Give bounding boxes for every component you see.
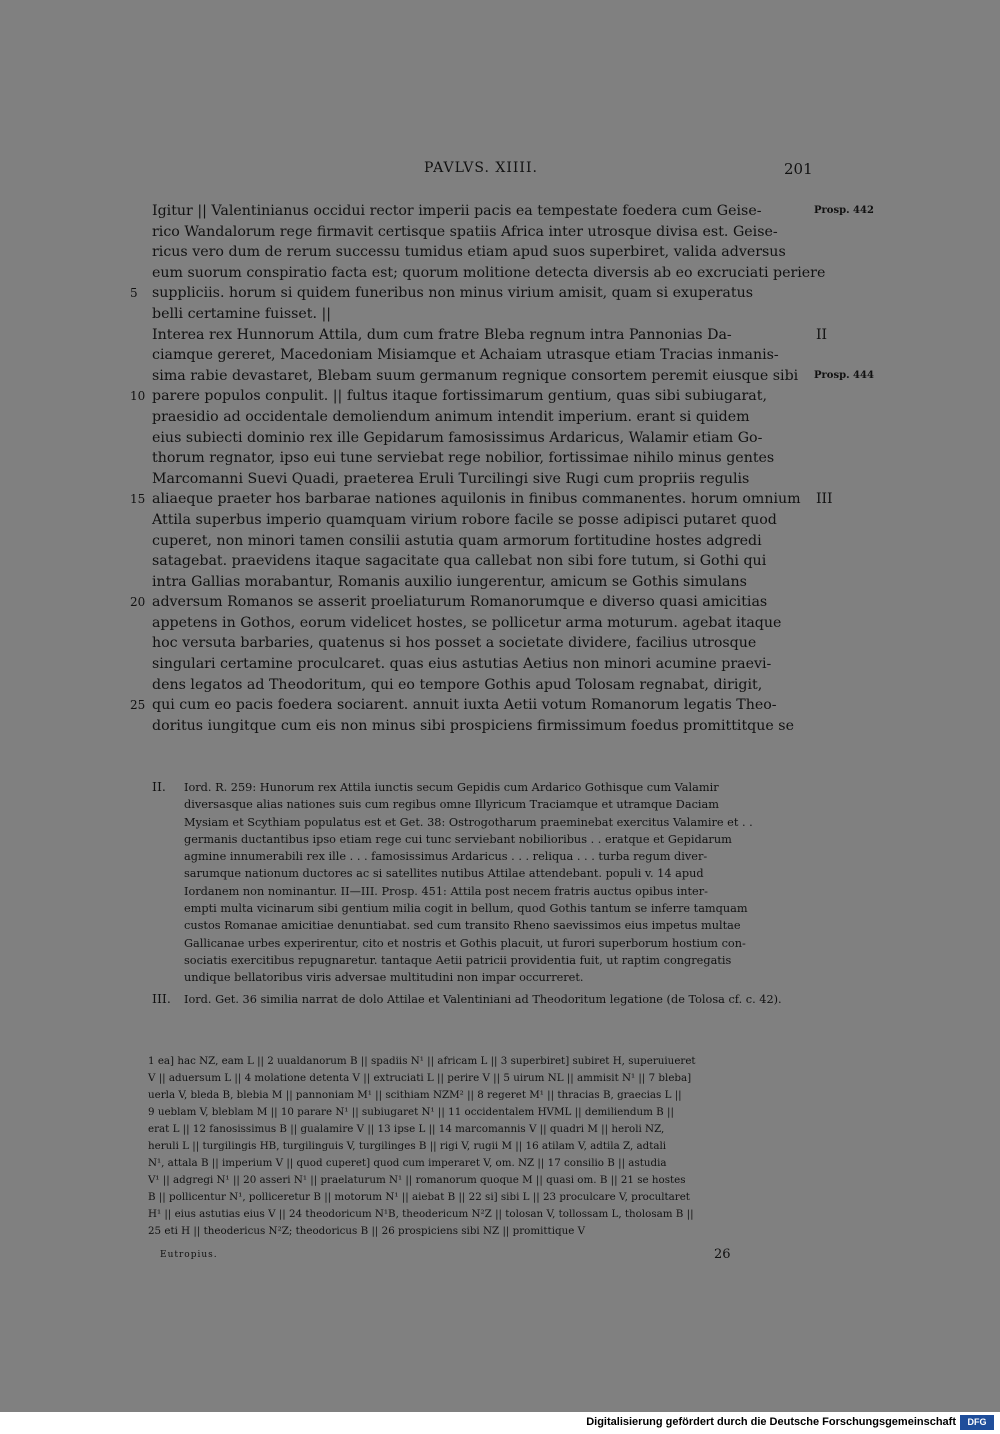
line-text: doritus iungitque cum eis non minus sibi prospiciens firmissimum foedus promittitque se (152, 717, 794, 734)
critical-apparatus (148, 1053, 814, 1240)
line-text: eum suorum conspiratio facta est; quorum molitione detecta diversis ab eo excruciati periere (152, 264, 826, 281)
signature-label: Eutropius. (160, 1250, 218, 1260)
text-line (152, 448, 808, 469)
line-text: Marcomanni Suevi Quadi, praeterea Eruli Turcilingi sive Rugi cum propriis regulis (152, 470, 750, 487)
line-number: 25 (130, 698, 146, 713)
source-line: Iord. Get. 36 similia narrat de dolo Attilae et Valentiniani ad Theodoritum legatione (de Tolosa cf. c. 42). (184, 992, 782, 1006)
source-label: III. (152, 990, 171, 1006)
source-line: sociatis exercitibus repugnaretur. tantaque Aetii patricii providentia fuit, ut raptim congregatis (184, 953, 732, 967)
text-line (130, 283, 808, 304)
line-text: ricus vero dum de rerum successu tumidus etiam apud suos superbiret, valida adversus (152, 244, 786, 261)
line-text: cuperet, non minori tamen consilii astutia quam armorum fortitudine hostes adgredi (152, 532, 762, 549)
text-line (152, 222, 808, 243)
funding-credit: Digitalisierung gefördert durch die Deutsche Forschungsgemeinschaft (586, 1416, 956, 1428)
line-number: 5 (130, 286, 138, 301)
margin-reference: Prosp. 444 (814, 369, 874, 381)
apparatus-line: uerla V, bleda B, blebia M || pannoniam M¹ || scithiam NZM² || 8 regeret M¹ || thracias B, graecias L || (148, 1089, 682, 1101)
text-line (152, 633, 808, 654)
text-line (152, 366, 874, 387)
line-text: rico Wandalorum rege firmavit certisque spatiis Africa inter utrosque divisa est. Geise- (152, 223, 778, 240)
dfg-logo-icon: DFG (960, 1415, 994, 1430)
running-title: PAVLVS. XIIII. (424, 160, 538, 176)
text-line (152, 242, 808, 263)
running-head (0, 160, 1000, 180)
line-text: hoc versuta barbaries, quatenus si hos posset a societate dividere, facilius utrosque (152, 635, 757, 652)
source-note (152, 991, 812, 1008)
apparatus-line: 1 ea] hac NZ, eam L || 2 uualdanorum B || spadiis N¹ || africam L || 3 superbiret] subiret H, superuiueret (148, 1055, 696, 1067)
source-line: sarumque nationum ductores ac si satellites nutibus Attilae attendebant. populi v. 14 apud (184, 867, 704, 881)
line-text: dens legatos ad Theodoritum, qui eo tempore Gothis apud Tolosam regnabat, dirigit, (152, 676, 763, 693)
line-number: 20 (130, 595, 146, 610)
text-line (152, 325, 828, 346)
line-text: qui cum eo pacis foedera sociarent. annuit iuxta Aetii votum Romanorum legatis Theo- (152, 697, 777, 714)
text-line (152, 531, 808, 552)
line-text: thorum regnator, ipso eui tune serviebat rege nobilior, fortissimae nihilo minus gentes (152, 450, 775, 467)
footer-bar (0, 1412, 1000, 1434)
line-text: eius subiecti dominio rex ille Gepidarum famosissimus Ardaricus, Walamir etiam Go- (152, 429, 763, 446)
apparatus-line: 9 ueblam V, bleblam M || 10 parare N¹ || subiugaret N¹ || 11 occidentalem HVML || demiliendum B || (148, 1106, 674, 1118)
text-line (152, 613, 808, 634)
line-number: 15 (130, 492, 146, 507)
apparatus-line: erat L || 12 fanosissimus B || gualamire V || 13 ipse L || 14 marcomannis V || quadri M || heroli NZ, (148, 1123, 665, 1135)
text-line (152, 407, 808, 428)
source-line: germanis ductantibus ipso etiam rege cui tunc serviebant nobilioribus . . eratque et Gepidarum (184, 832, 732, 846)
source-label: II. (152, 779, 166, 794)
text-line (152, 675, 808, 696)
text-line (152, 551, 808, 572)
apparatus-line: V || aduersum L || 4 molatione detenta V || extruciati L || perire V || 5 uirum NL || ammisit N¹ || 7 bleba] (148, 1072, 692, 1084)
source-line: Iordanem non nominantur. II—III. Prosp. 451: Attila post necem fratris auctus opibus inter- (184, 884, 708, 898)
apparatus-line: 25 eti H || theodericus N²Z; theodoricus B || 26 prospiciens sibi NZ || promittique V (148, 1225, 586, 1237)
page-number: 201 (784, 160, 813, 178)
signature-number: 26 (714, 1247, 731, 1262)
main-text (130, 201, 874, 736)
text-line (152, 510, 808, 531)
line-text: Igitur || Valentinianus occidui rector imperii pacis ea tempestate foedera cum Geise- (152, 203, 762, 219)
line-text: satagebat. praevidens itaque sagacitate qua callebat non sibi fore tutum, si Gothi qui (152, 553, 767, 570)
line-text: intra Gallias morabantur, Romanis auxilio iungerentur, amicum se Gothis simulans (152, 573, 747, 590)
text-line (152, 716, 808, 737)
text-line (130, 386, 808, 407)
apparatus-line: V¹ || adgregi N¹ || 20 asseri N¹ || praelaturum N¹ || romanorum quoque M || quasi om. B || 21 se hostes (148, 1174, 686, 1186)
text-line (130, 695, 808, 716)
line-text: praesidio ad occidentale demoliendum animum intendit imperium. erant si quidem (152, 408, 750, 425)
text-line (152, 654, 808, 675)
source-line: diversasque alias nationes suis cum regibus omne Illyricum Traciamque et utramque Daciam (184, 798, 719, 812)
text-line (152, 345, 808, 366)
line-text: sima rabie devastaret, Blebam suum germanum regnique consortem peremit eiusque sibi (152, 367, 799, 384)
line-text: belli certamine fuisset. || (152, 305, 332, 322)
sources-block (152, 779, 812, 1012)
source-line: agmine innumerabili rex ille . . . famosissimus Ardaricus . . . reliqua . . . turba regum diver- (184, 850, 708, 864)
line-text: parere populos conpulit. || fultus itaque fortissimarum gentium, quas sibi subiugarat, (152, 388, 767, 405)
text-line (152, 572, 808, 593)
source-line: Mysiam et Scythiam populatus est et Get. 38: Ostrogotharum praeminebat exercitus Valamire et . . (184, 815, 753, 829)
source-line: undique bellatoribus viris adversae multitudini non impar occurreret. (184, 971, 584, 985)
line-text: aliaeque praeter hos barbarae nationes aquilonis in finibus commanentes. horum omnium (152, 491, 801, 508)
margin-reference: II (816, 326, 828, 343)
text-line (130, 489, 833, 510)
text-line (152, 428, 808, 449)
apparatus-line: H¹ || eius astutias eius V || 24 theodoricum N¹B, theodericum N²Z || tolosan V, tollossam L, tholosam B || (148, 1208, 694, 1220)
text-line (130, 592, 808, 613)
line-text: ciamque gereret, Macedoniam Misiamque et Achaiam utrasque etiam Tracias inmanis- (152, 347, 779, 364)
margin-reference: III (816, 491, 833, 508)
text-line (152, 263, 826, 284)
text-line (152, 304, 808, 325)
apparatus-line: N¹, attala B || imperium V || quod cuperet] quod cum imperaret V, om. NZ || 17 consilio B || astudia (148, 1157, 667, 1169)
line-text: Interea rex Hunnorum Attila, dum cum fratre Bleba regnum intra Pannonias Da- (152, 326, 732, 343)
source-line: empti multa vicinarum sibi gentium milia cogit in bellum, quod Gothis tantum se inferre tamquam (184, 902, 748, 916)
source-line: Gallicanae urbes experirentur, cito et nostris et Gothis placuit, ut furori superborum hostium con- (184, 936, 746, 950)
line-text: appetens in Gothos, eorum videlicet hostes, se pollicetur arma moturum. agebat itaque (152, 614, 782, 631)
text-line (152, 469, 808, 490)
apparatus-line: B || pollicentur N¹, polliceretur B || motorum N¹ || aiebat B || 22 si] sibi L || 23 proculcare V, procultaret (148, 1191, 690, 1203)
source-note (152, 779, 812, 987)
line-text: adversum Romanos se asserit proeliaturum Romanorumque e diverso quasi amicitias (152, 594, 768, 611)
source-line: Iord. R. 259: Hunorum rex Attila iunctis secum Gepidis cum Ardarico Gothisque cum Valamir (184, 781, 719, 794)
line-text: singulari certamine proculcaret. quas eius astutias Aetius non minori acumine praevi- (152, 656, 772, 673)
apparatus-line: heruli L || turgilingis HB, turgilinguis V, turgilinges B || rigi V, rugii M || 16 atilam V, adtila Z, adtali (148, 1140, 667, 1152)
margin-reference: Prosp. 442 (814, 205, 874, 216)
text-line (152, 201, 874, 222)
line-text: Attila superbus imperio quamquam virium robore facile se posse adipisci putaret quod (152, 511, 777, 528)
line-text: suppliciis. horum si quidem funeribus non minus virium amisit, quam si exuperatus (152, 285, 754, 302)
source-line: custos Romanae amicitiae denuntiabat. sed cum transito Rheno saevissimos eius impetus multae (184, 919, 741, 933)
line-number: 10 (130, 389, 146, 404)
